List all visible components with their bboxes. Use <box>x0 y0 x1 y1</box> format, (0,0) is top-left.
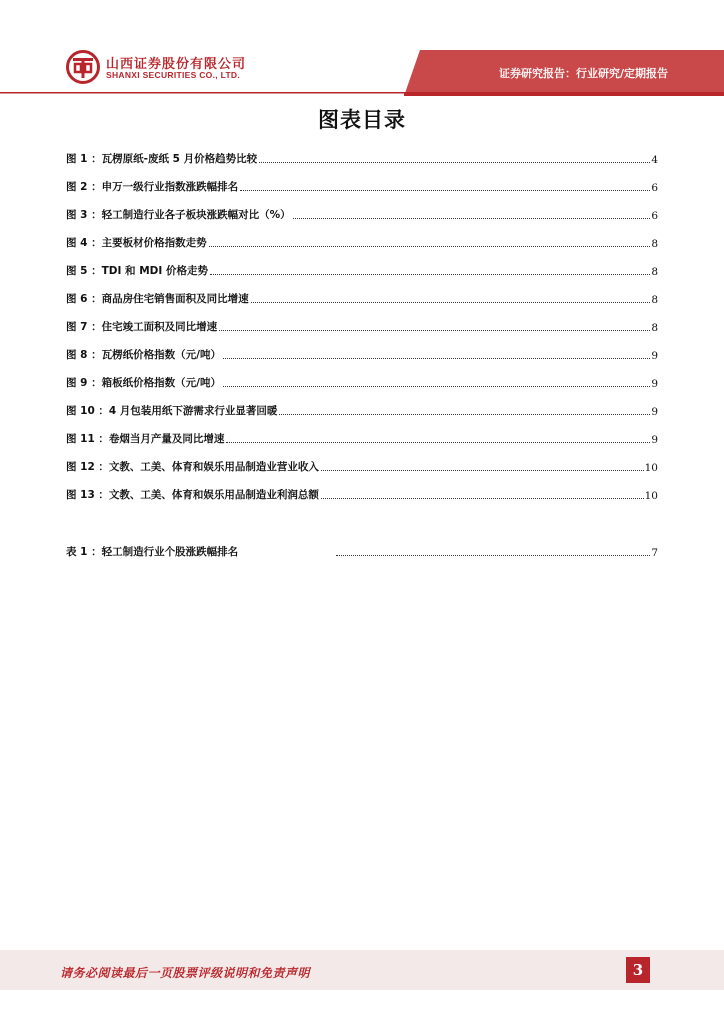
page-number: 3 <box>626 957 650 983</box>
toc-label: 图 11 ：卷烟当月产量及同比增速 <box>66 433 225 445</box>
toc-entry[interactable] <box>66 262 658 278</box>
dot-leader <box>223 386 650 387</box>
toc-label: 图 9 ：箱板纸价格指数（元/吨） <box>66 377 221 389</box>
page-header <box>0 0 724 96</box>
toc-label: 图 5 ：TDI 和 MDI 价格走势 <box>66 265 208 277</box>
toc-table-entry[interactable] <box>66 543 658 559</box>
toc-label: 图 10 ：4 月包装用纸下游需求行业显著回暖 <box>66 405 278 417</box>
report-type: 证券研究报告：行业研究/定期报告 <box>498 67 668 80</box>
footer-disclaimer: 请务必阅读最后一页股票评级说明和免责声明 <box>60 966 311 980</box>
dot-leader <box>209 246 651 247</box>
dot-leader <box>219 330 650 331</box>
toc-page-number: 10 <box>644 490 658 502</box>
dot-leader <box>279 414 650 415</box>
toc-page-number: 7 <box>651 547 658 559</box>
toc-entry[interactable] <box>66 402 658 418</box>
toc-label: 图 8 ：瓦楞纸价格指数（元/吨） <box>66 349 221 361</box>
dot-leader <box>223 358 650 359</box>
toc-label: 图 13 ：文教、工美、体育和娱乐用品制造业利润总额 <box>66 489 319 501</box>
dot-leader <box>336 555 650 556</box>
company-logo-icon <box>66 50 100 84</box>
toc-label: 图 1 ：瓦楞原纸-废纸 5 月价格趋势比较 <box>66 153 258 165</box>
toc-label: 图 6 ：商品房住宅销售面积及同比增速 <box>66 293 249 305</box>
page-title: 图表目录 <box>318 108 406 132</box>
toc-page-number: 9 <box>651 434 658 446</box>
dot-leader <box>293 218 651 219</box>
dot-leader <box>251 302 651 303</box>
toc-page-number: 10 <box>644 462 658 474</box>
dot-leader <box>321 470 644 471</box>
toc-entry[interactable] <box>66 486 658 502</box>
toc-entry[interactable] <box>66 290 658 306</box>
dot-leader <box>321 498 644 499</box>
toc-page-number: 8 <box>651 266 658 278</box>
toc-entry[interactable] <box>66 346 658 362</box>
toc-label: 图 3 ：轻工制造行业各子板块涨跌幅对比（%） <box>66 209 291 221</box>
toc-page-number: 9 <box>651 406 658 418</box>
toc-page-number: 9 <box>651 350 658 362</box>
toc-page-number: 6 <box>651 182 658 194</box>
toc-page-number: 8 <box>651 294 658 306</box>
header-banner <box>0 0 724 96</box>
toc-page-number: 9 <box>651 378 658 390</box>
company-name-cn: 山西证券股份有限公司 <box>106 57 247 72</box>
dot-leader <box>226 442 650 443</box>
toc-page-number: 4 <box>651 154 658 166</box>
toc-entry[interactable] <box>66 374 658 390</box>
toc-entry[interactable] <box>66 234 658 250</box>
toc-entry[interactable] <box>66 150 658 166</box>
toc-label: 表 1 ：轻工制造行业个股涨跌幅排名 <box>66 546 239 558</box>
dot-leader <box>259 162 650 163</box>
toc-entry[interactable] <box>66 178 658 194</box>
toc-page-number: 8 <box>651 322 658 334</box>
toc-label: 图 2 ：申万一级行业指数涨跌幅排名 <box>66 181 239 193</box>
dot-leader <box>210 274 650 275</box>
toc-entry[interactable] <box>66 430 658 446</box>
company-name-en: SHANXI SECURITIES CO., LTD. <box>106 70 241 80</box>
dot-leader <box>240 190 650 191</box>
toc-entry[interactable] <box>66 458 658 474</box>
toc-entry[interactable] <box>66 318 658 334</box>
toc-label: 图 12 ：文教、工美、体育和娱乐用品制造业营业收入 <box>66 461 319 473</box>
toc-label: 图 4 ：主要板材价格指数走势 <box>66 237 207 249</box>
toc-page-number: 8 <box>651 238 658 250</box>
toc-label: 图 7 ：住宅竣工面积及同比增速 <box>66 321 218 333</box>
toc-entry[interactable] <box>66 206 658 222</box>
toc-page-number: 6 <box>651 210 658 222</box>
